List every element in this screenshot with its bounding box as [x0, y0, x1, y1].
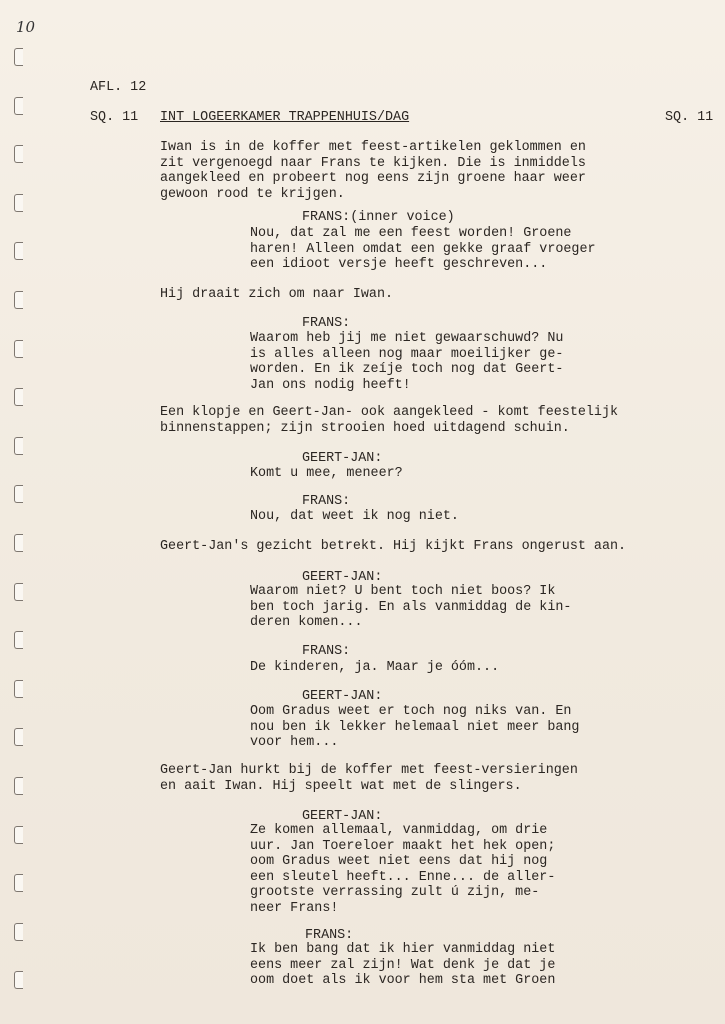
dialogue-block — [250, 584, 571, 631]
dialogue-block — [250, 331, 563, 393]
dialogue-line: een idioot versje heeft geschreven... — [250, 257, 548, 273]
binder-hole — [14, 388, 23, 406]
binder-hole — [14, 680, 23, 698]
dialogue-line: een sleutel heeft... Enne... de aller- — [250, 869, 556, 885]
binder-hole — [14, 826, 23, 844]
dialogue-line: nou ben ik lekker helemaal niet meer bang — [250, 719, 580, 735]
dialogue-line: eens meer zal zijn! Wat denk je dat je — [250, 957, 556, 973]
action-line: Geert-Jan hurkt bij de koffer met feest-versieringen — [160, 763, 578, 778]
action-line: en aait Iwan. Hij speelt wat met de slingers. — [160, 778, 522, 794]
action-line: aangekleed en probeert nog eens zijn groene haar weer — [160, 171, 586, 187]
dialogue-line: Ik ben bang dat ik hier vanmiddag niet — [250, 942, 556, 957]
binder-hole — [14, 728, 23, 746]
dialogue-line: Jan ons nodig heeft! — [250, 377, 411, 393]
dialogue-line: Ze komen allemaal, vanmiddag, om drie — [250, 823, 548, 838]
dialogue-line: De kinderen, ja. Maar je óóm... — [250, 660, 500, 675]
dialogue-line: oom Gradus weet niet eens dat hij nog — [250, 854, 548, 870]
action-paragraph — [160, 405, 618, 436]
action-paragraph — [160, 140, 586, 202]
action-line: Een klopje en Geert-Jan- ook aangekleed - komt feestelijk — [160, 405, 619, 420]
sequence-left: SQ. 11 — [90, 110, 139, 125]
dialogue-line: voor hem... — [250, 735, 339, 751]
dialogue-line: Waarom heb jij me niet gewaarschuwd? Nu — [250, 331, 564, 346]
action-line: Geert-Jan's gezicht betrekt. Hij kijkt Frans ongerust aan. — [160, 539, 627, 554]
character-cue: GEERT-JAN: — [302, 809, 383, 824]
dialogue-line: Waarom niet? U bent toch niet boos? Ik — [250, 584, 556, 599]
action-paragraph — [160, 539, 626, 555]
dialogue-block — [250, 704, 579, 751]
dialogue-line: uur. Jan Toereloer maakt het hek open; — [250, 838, 556, 854]
binder-hole — [14, 340, 23, 358]
character-cue: FRANS:(inner voice) — [302, 210, 455, 225]
scene-heading: INT LOGEERKAMER TRAPPENHUIS/DAG — [160, 110, 410, 125]
sequence-right: SQ. 11 — [665, 110, 714, 125]
action-line: binnenstappen; zijn strooien hoed uitdagend schuin. — [160, 420, 570, 436]
character-cue: FRANS: — [302, 494, 351, 509]
action-line: gewoon rood te krijgen. — [160, 186, 345, 202]
character-cue: FRANS: — [302, 316, 351, 331]
dialogue-line: Oom Gradus weet er toch nog niks van. En — [250, 704, 572, 719]
binder-hole — [14, 437, 23, 455]
binder-hole — [14, 923, 23, 941]
binder-hole — [14, 534, 23, 552]
binder-hole — [14, 971, 23, 989]
dialogue-line: worden. En ik zeíje toch nog dat Geert- — [250, 362, 564, 378]
dialogue-block — [250, 466, 403, 482]
binder-hole — [14, 583, 23, 601]
dialogue-line: Nou, dat zal me een feest worden! Groene — [250, 226, 572, 241]
dialogue-line: deren komen... — [250, 615, 363, 631]
dialogue-line: grootste verrassing zult ú zijn, me- — [250, 885, 540, 901]
character-cue: GEERT-JAN: — [302, 570, 383, 585]
dialogue-block — [250, 823, 555, 917]
dialogue-line: oom doet als ik voor hem sta met Groen — [250, 973, 556, 989]
action-line: zit vergenoegd naar Frans te kijken. Die is inmiddels — [160, 155, 586, 171]
dialogue-block — [250, 509, 459, 525]
binder-hole — [14, 291, 23, 309]
dialogue-line: is alles alleen nog maar moeilijker ge- — [250, 346, 564, 362]
character-cue: GEERT-JAN: — [302, 689, 383, 704]
binder-hole — [14, 631, 23, 649]
binder-hole — [14, 242, 23, 260]
dialogue-line: Komt u mee, meneer? — [250, 466, 403, 481]
action-paragraph — [160, 287, 393, 303]
dialogue-line: haren! Alleen omdat een gekke graaf vroeger — [250, 241, 596, 257]
binder-hole — [14, 194, 23, 212]
action-line: Iwan is in de koffer met feest-artikelen geklommen en — [160, 140, 586, 155]
dialogue-line: neer Frans! — [250, 900, 339, 916]
dialogue-block — [250, 942, 555, 989]
binder-hole — [14, 874, 23, 892]
binder-hole — [14, 145, 23, 163]
binder-hole — [14, 485, 23, 503]
binder-hole — [14, 777, 23, 795]
binder-hole — [14, 97, 23, 115]
dialogue-line: ben toch jarig. En als vanmiddag de kin- — [250, 599, 572, 615]
binder-hole — [14, 48, 23, 66]
action-paragraph — [160, 763, 578, 794]
handwritten-page-number: 10 — [16, 18, 36, 36]
character-cue: FRANS: — [305, 928, 354, 943]
episode-label: AFL. 12 — [90, 80, 147, 95]
character-cue: GEERT-JAN: — [302, 451, 383, 466]
action-line: Hij draait zich om naar Iwan. — [160, 287, 394, 302]
dialogue-block — [250, 226, 596, 273]
character-cue: FRANS: — [302, 644, 351, 659]
dialogue-block — [250, 660, 499, 676]
dialogue-line: Nou, dat weet ik nog niet. — [250, 509, 459, 524]
